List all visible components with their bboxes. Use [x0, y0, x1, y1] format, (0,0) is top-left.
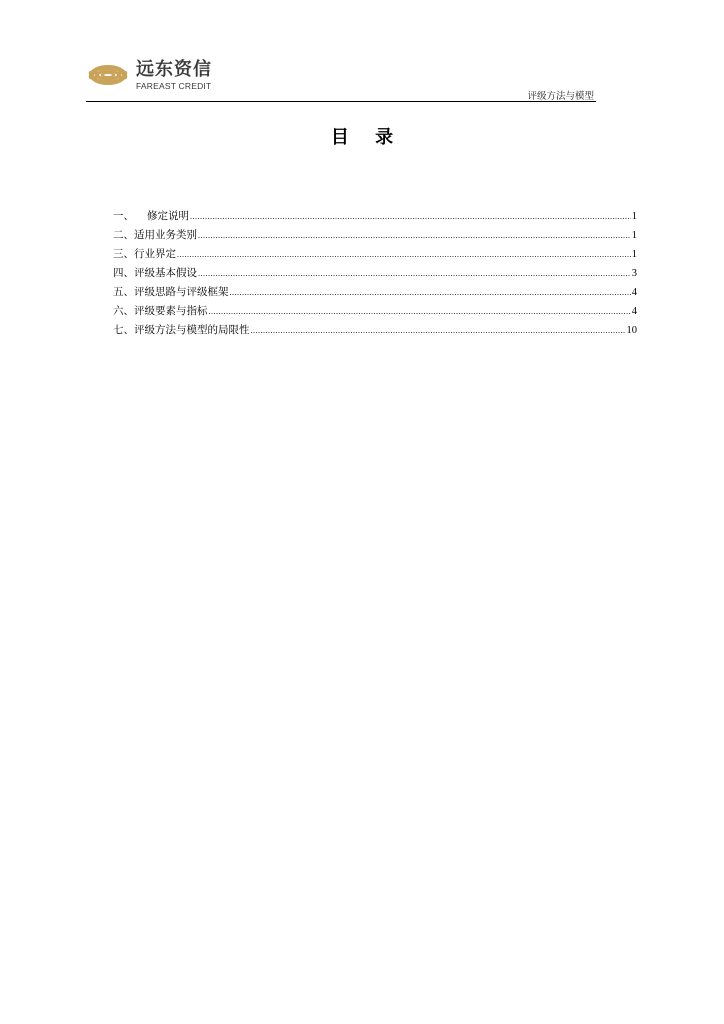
toc-entry-page: 10 — [626, 325, 637, 336]
company-logo — [86, 54, 212, 96]
table-of-contents — [113, 207, 637, 340]
toc-leader-dots — [209, 302, 631, 321]
toc-entry[interactable] — [113, 245, 637, 264]
toc-entry[interactable] — [113, 321, 637, 340]
toc-leader-dots — [190, 207, 631, 226]
toc-entry-number: 二、 — [113, 229, 134, 241]
toc-entry-page: 4 — [631, 306, 637, 317]
toc-entry-label: 适用业务类别 — [134, 229, 197, 241]
toc-leader-dots — [177, 245, 631, 264]
toc-entry-number: 七、 — [113, 324, 134, 336]
header-divider — [86, 101, 596, 102]
logo-chinese-name: 远东资信 — [136, 58, 212, 80]
toc-entry-number: 四、 — [113, 267, 134, 279]
toc-entry-page: 1 — [631, 230, 637, 241]
toc-leader-dots — [198, 226, 631, 245]
toc-entry-number: 一、 — [113, 210, 134, 222]
toc-entry-number: 六、 — [113, 305, 134, 317]
toc-entry-page: 1 — [631, 249, 637, 260]
toc-entry[interactable] — [113, 207, 637, 226]
toc-entry-label: 修定说明 — [147, 210, 189, 222]
toc-entry-number: 五、 — [113, 286, 134, 298]
document-category-label: 评级方法与模型 — [527, 91, 594, 102]
toc-entry-label: 行业界定 — [134, 248, 176, 260]
toc-leader-dots — [198, 264, 631, 283]
toc-entry[interactable] — [113, 264, 637, 283]
toc-entry-label: 评级要素与指标 — [134, 305, 208, 317]
toc-entry[interactable] — [113, 302, 637, 321]
toc-entry-page: 4 — [631, 287, 637, 298]
page-header — [86, 54, 596, 102]
toc-entry-label: 评级基本假设 — [134, 267, 197, 279]
toc-title: 目 录 — [330, 127, 404, 148]
toc-entry-number: 三、 — [113, 248, 134, 260]
toc-entry[interactable] — [113, 226, 637, 245]
toc-entry-label: 评级方法与模型的局限性 — [134, 324, 250, 336]
logo-emblem-icon — [86, 55, 130, 95]
toc-entry-label: 评级思路与评级框架 — [134, 286, 229, 298]
toc-entry-page: 3 — [631, 268, 637, 279]
toc-leader-dots — [230, 283, 631, 302]
toc-entry-page: 1 — [631, 211, 637, 222]
toc-entry[interactable] — [113, 283, 637, 302]
toc-leader-dots — [251, 321, 626, 340]
logo-english-name: FAREAST CREDIT — [136, 80, 212, 91]
